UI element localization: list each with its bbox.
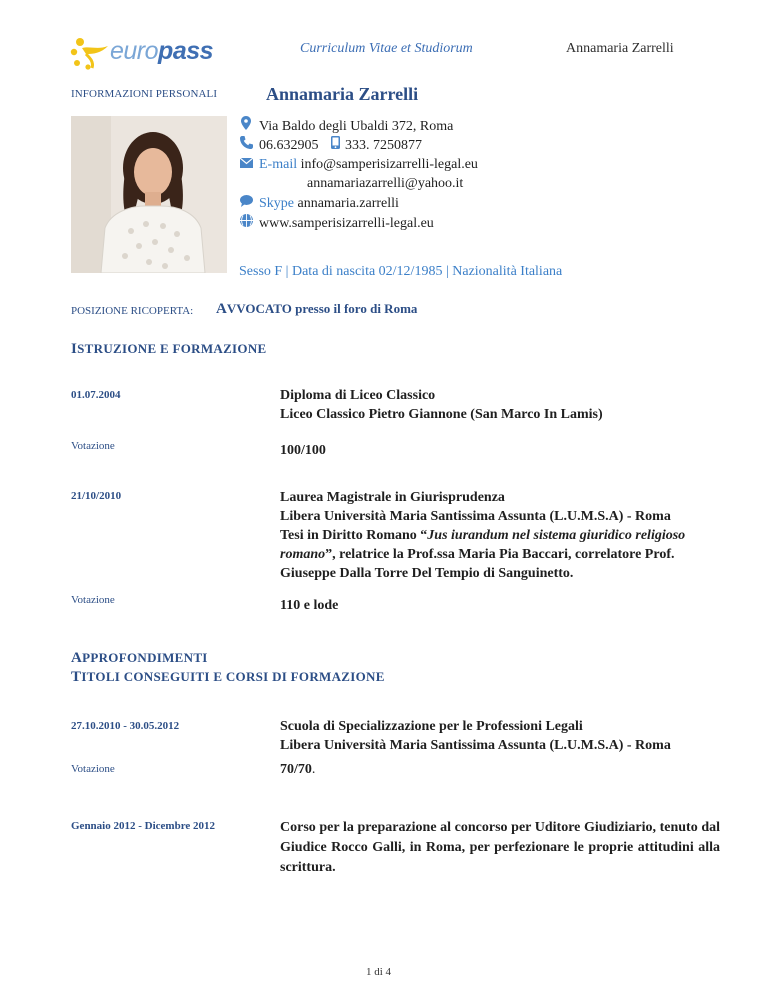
europass-logo [68, 34, 228, 72]
mobile-icon [328, 136, 342, 153]
section-title-approfondimenti: APPROFONDIMENTI [71, 650, 208, 666]
education-entry-2: Laurea Magistrale in Giurisprudenza Libera Università Maria Santissima Assunta (L.U.M.S.A) - Roma Tesi in Diritto Romano “Jus iurandum nel sistema giuridico religioso romano”, relatrice la Prof.ssa Maria Pia Baccari, correlatore Prof. Giuseppe Dalla Torre Del Tempio di Sanguinetto. [280, 490, 686, 581]
skype-handle[interactable]: annamaria.zarrelli [297, 196, 399, 211]
address: Via Baldo degli Ubaldi 372, Roma [259, 119, 454, 134]
education-entry-1: Diploma di Liceo Classico Liceo Classico Pietro Giannone (San Marco In Lamis) [280, 388, 603, 422]
chat-bubble-icon [239, 195, 253, 211]
full-name: Annamaria Zarrelli [266, 84, 419, 104]
address-row [239, 116, 453, 135]
phone-number[interactable]: 06.632905 [259, 138, 319, 153]
envelope-icon [239, 157, 253, 172]
document-title: Curriculum Vitae et Studiorum [300, 41, 473, 56]
studies-entry-1: Scuola di Specializzazione per le Professioni Legali Libera Università Maria Santissima Assunta (L.U.M.S.A) - Roma [280, 719, 671, 753]
phone-row [239, 136, 422, 154]
section-title-education: ISTRUZIONE E FORMAZIONE [71, 341, 267, 357]
email-row [239, 157, 478, 173]
education-vote-label-2: Votazione [71, 594, 115, 606]
website-row [239, 214, 434, 232]
education-date-2: 21/10/2010 [71, 490, 122, 502]
europass-star-icon [68, 34, 112, 72]
education-vote-2: 110 e lode [280, 598, 339, 613]
globe-icon [239, 214, 253, 231]
position-label: POSIZIONE RICOPERTA: [71, 305, 194, 317]
skype-row [239, 195, 399, 212]
phone-icon [239, 136, 253, 153]
personal-details: Sesso F | Data di nascita 02/12/1985 | Nazionalità Italiana [239, 264, 563, 279]
studies-date-1: 27.10.2010 - 30.05.2012 [71, 720, 180, 732]
europass-wordmark: europass [110, 37, 214, 65]
studies-date-2: Gennaio 2012 - Dicembre 2012 [71, 820, 216, 832]
education-vote-label-1: Votazione [71, 440, 115, 452]
mobile-number[interactable]: 333. 7250877 [345, 138, 422, 153]
header-person-name: Annamaria Zarrelli [566, 41, 674, 56]
email-label: E-mail [259, 157, 298, 172]
website-link[interactable]: www.samperisizarrelli-legal.eu [259, 216, 434, 231]
education-date-1: 01.07.2004 [71, 389, 121, 401]
skype-label: Skype [259, 196, 294, 211]
studies-vote-1: 70/70. [280, 762, 316, 777]
profile-photo [71, 116, 227, 273]
email-primary[interactable]: info@samperisizarrelli-legal.eu [300, 157, 478, 172]
studies-entry-2: Corso per la preparazione al concorso per Uditore Giudiziario, tenuto dal Giudice Rocco Galli, in Roma, per perfezionare le proprie attitudini alla scrittura. [280, 820, 720, 875]
location-pin-icon [239, 116, 253, 134]
email-secondary[interactable]: annamariazarrelli@yahoo.it [307, 176, 464, 191]
position-value: AVVOCATO presso il foro di Roma [216, 301, 418, 317]
education-vote-1: 100/100 [280, 443, 326, 458]
section-title-titoli: TITOLI CONSEGUITI E CORSI DI FORMAZIONE [71, 669, 385, 685]
page-number: 1 di 4 [366, 966, 392, 978]
studies-vote-label-1: Votazione [71, 763, 115, 775]
personal-info-label: INFORMAZIONI PERSONALI [71, 88, 218, 100]
